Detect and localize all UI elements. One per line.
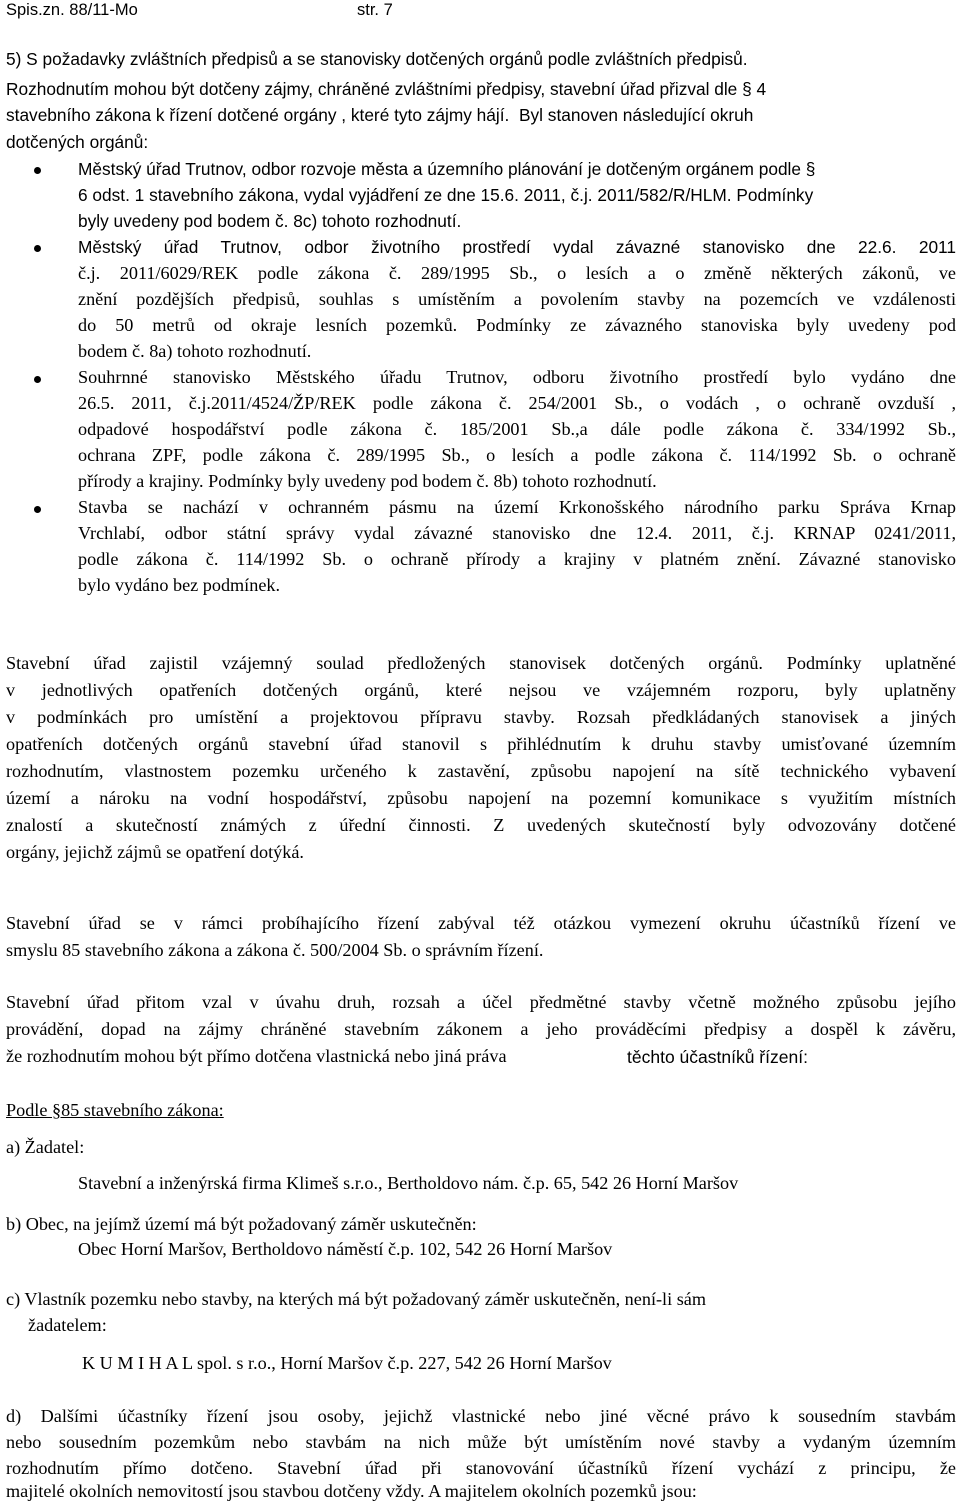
participant-d-line: rozhodnutím přímo dotčeno. Stavební úřad při stanovování účastníků řízení vychází z principu, že	[6, 1458, 956, 1478]
participants-heading: Podle §85 stavebního zákona:	[6, 1100, 224, 1120]
paragraph-line: opatřeních dotčených orgánů stavební úřad stanovil s přihlédnutím k druhu stavby umisťované územním	[6, 734, 956, 754]
bullet-3-line: ochrana ZPF, podle zákona č. 289/1995 Sb., o lesích a podle zákona č. 114/1992 Sb. o ochraně	[78, 445, 956, 465]
intro-line: stavebního zákona k řízení dotčené orgány , které tyto zájmy hájí.	[6, 105, 510, 125]
intro-line: Rozhodnutím mohou být dotčeny zájmy, chráněné zvláštními předpisy, stavební úřad přizval dle § 4	[6, 79, 767, 99]
paragraph-line: Stavební úřad přitom vzal v úvahu druh, rozsah a účel předmětné stavby včetně možného způsobu jejího	[6, 992, 956, 1012]
paragraph-line: Stavební úřad zajistil vzájemný soulad předložených stanovisek dotčených orgánů. Podmínky uplatněné	[6, 653, 956, 673]
participant-c-value: K U M I H A L spol. s r.o., Horní Maršov č.p. 227, 542 26 Horní Maršov	[82, 1353, 612, 1373]
bullet-1-line: 6 odst. 1 stavebního zákona, vydal vyjádření ze dne 15.6. 2011, č.j. 2011/582/R/HLM. Podmínky	[78, 185, 814, 205]
participant-c-label: žadatelem:	[28, 1315, 107, 1335]
participant-c-label: c) Vlastník pozemku nebo stavby, na kterých má být požadovaný záměr uskutečněn, není-li sám	[6, 1289, 707, 1309]
bullet-3-line: odpadové hospodářství podle zákona č. 185/2001 Sb.,a dále podle zákona č. 334/1992 Sb.,	[78, 419, 956, 439]
participant-a-label: a) Žadatel:	[6, 1137, 85, 1157]
paragraph-line: Stavební úřad se v rámci probíhajícího řízení zabýval též otázkou vymezení okruhu účastníků řízení ve	[6, 913, 956, 933]
paragraph-line: rozhodnutím, vlastnostem pozemku určeného k zastavění, způsobu napojení na sítě technického vybavení	[6, 761, 956, 781]
bullet-4-line: podle zákona č. 114/1992 Sb. o ochraně přírody a krajiny v platném znění. Závazné stanovisko	[78, 549, 956, 569]
participant-b-label: b) Obec, na jejímž území má být požadovaný záměr uskutečněn:	[6, 1214, 477, 1234]
bullet-3-line: 26.5. 2011, č.j.2011/4524/ŽP/REK podle zákona č. 254/2001 Sb., o vodách , o ochraně ovzduší ,	[78, 393, 956, 413]
bullet-dot	[34, 167, 41, 174]
bullet-4-line: Stavba se nachází v ochranném pásmu na území Krkonošského národního parku Správa Krnap	[78, 497, 956, 517]
bullet-2-line: č.j. 2011/6029/REK podle zákona č. 289/1995 Sb., o lesích a o změně některých zákonů, ve	[78, 263, 956, 283]
paragraph-line: orgány, jejichž zájmů se opatření dotýká.	[6, 842, 304, 862]
bullet-1-line: Městský úřad Trutnov, odbor rozvoje města a územního plánování je dotčeným orgánem podle §	[78, 159, 816, 179]
participant-d-line: d) Dalšími účastníky řízení jsou osoby, jejichž vlastnické nebo jiné věcné právo k sousedním stavbám	[6, 1406, 956, 1426]
bullet-4-line: bylo vydáno bez podmínek.	[78, 575, 281, 595]
header-reference: Spis.zn. 88/11-Mo	[6, 1, 138, 19]
intro-line: dotčených orgánů:	[6, 132, 149, 152]
participant-d-line: nebo sousedním pozemkům nebo stavbám na nich může být umístěním nové stavby a vydaným územním	[6, 1432, 956, 1452]
bullet-dot	[34, 376, 41, 383]
participant-a-value: Stavební a inženýrská firma Klimeš s.r.o., Bertholdovo nám. č.p. 65, 542 26 Horní Maršov	[78, 1173, 739, 1193]
participant-b-value: Obec Horní Maršov, Bertholdovo náměstí č.p. 102, 542 26 Horní Maršov	[78, 1239, 613, 1259]
bullet-2-line: bodem č. 8a) tohoto rozhodnutí.	[78, 341, 312, 361]
bullet-dot	[34, 506, 41, 513]
paragraph-line: území a nároku na vodní hospodářství, způsobu napojení na pozemní komunikace s využitím místních	[6, 788, 956, 808]
participant-d-line: majitelé okolních nemovitostí jsou stavbou dotčeny vždy. A majitelem okolních pozemků jsou:	[6, 1481, 697, 1501]
bullet-3-line: Souhrnné stanovisko Městského úřadu Trutnov, odboru životního prostředí bylo vydáno dne	[78, 367, 956, 387]
header-page-number: str. 7	[357, 1, 393, 19]
paragraph-line: že rozhodnutím mohou být přímo dotčena vlastnická nebo jiná práva	[6, 1046, 507, 1066]
intro-line-tail: Byl stanoven následující okruh	[519, 105, 754, 125]
paragraph-line: znalostí a skutečností známých z úřední činnosti. Z uvedených skutečností byly odvozovány dotčené	[6, 815, 956, 835]
paragraph-line: v jednotlivých opatřeních dotčených orgánů, které nejsou ve vzájemném rozporu, byly uplatněny	[6, 680, 956, 700]
paragraph-line: provádění, dopad na zájmy chráněné stavebním zákonem a jeho prováděcími předpisy a dospěl k závěru,	[6, 1019, 956, 1039]
section-title: 5) S požadavky zvláštních předpisů a se stanovisky dotčených orgánů podle zvláštních předpisů.	[6, 49, 748, 69]
bullet-4-line: Vrchlabí, odbor státní správy vydal závazné stanovisko dne 12.4. 2011, č.j. KRNAP 0241/2011,	[78, 523, 956, 543]
paragraph-line-tail: těchto účastníků řízení:	[627, 1047, 808, 1067]
bullet-2-line: znění pozdějších předpisů, souhlas s umístěním a povolením stavby na pozemcích ve vzdálenosti	[78, 289, 956, 309]
bullet-3-line: přírody a krajiny. Podmínky byly uvedeny pod bodem č. 8b) tohoto rozhodnutí.	[78, 471, 657, 491]
bullet-2-line: do 50 metrů od okraje lesních pozemků. Podmínky ze závazného stanoviska byly uvedeny pod	[78, 315, 956, 335]
bullet-2-line: Městský úřad Trutnov, odbor životního prostředí vydal závazné stanovisko dne 22.6. 2011	[78, 237, 956, 257]
bullet-dot	[34, 245, 41, 252]
paragraph-line: v podmínkách pro umístění a projektovou přípravu stavby. Rozsah předkládaných stanovisek a jiných	[6, 707, 956, 727]
bullet-1-line: byly uvedeny pod bodem č. 8c) tohoto rozhodnutí.	[78, 211, 462, 231]
paragraph-line: smyslu 85 stavebního zákona a zákona č. 500/2004 Sb. o správním řízení.	[6, 940, 544, 960]
